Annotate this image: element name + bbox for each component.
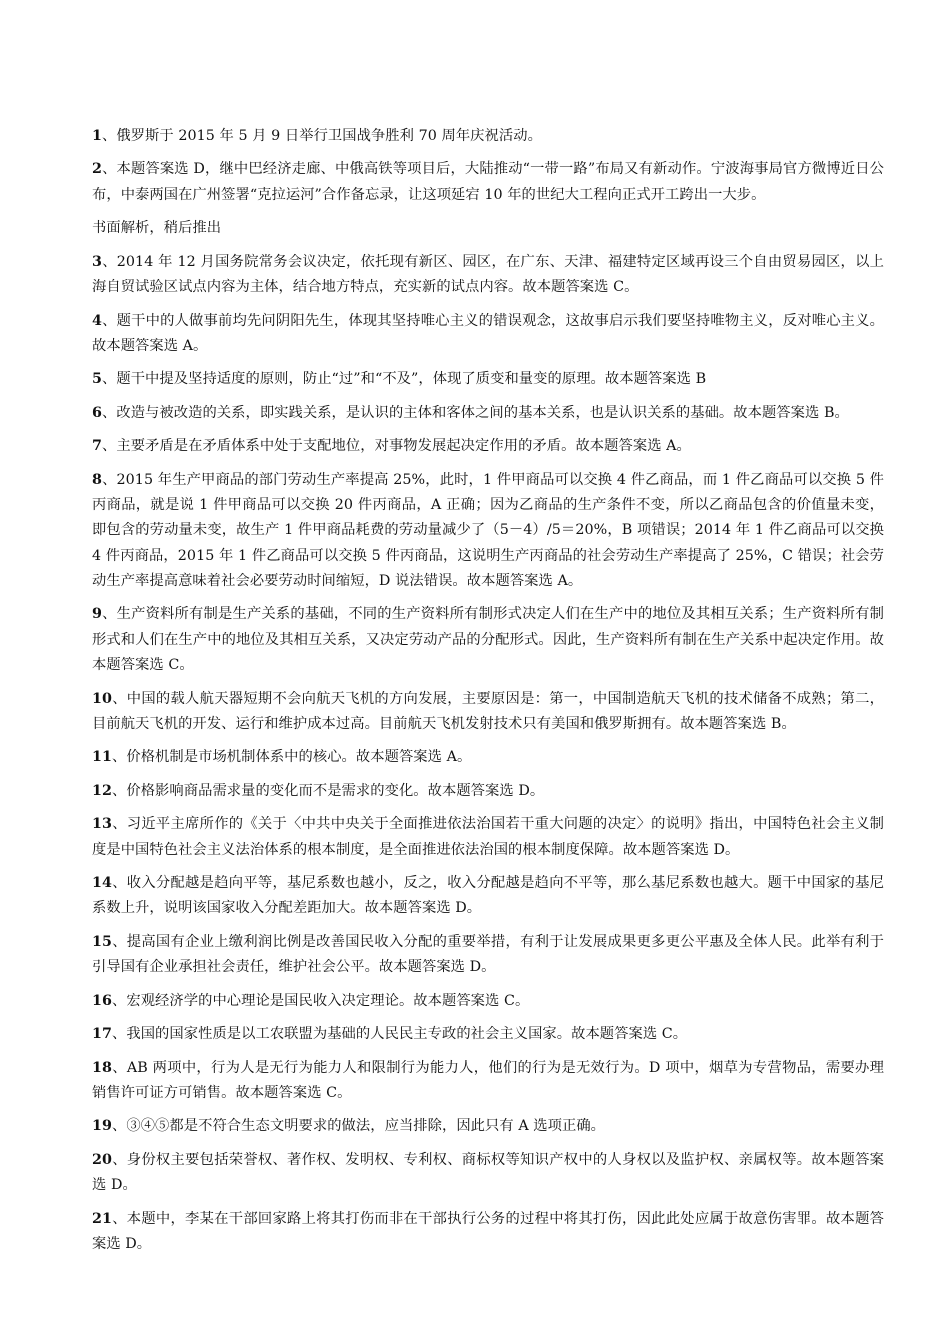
answer-paragraph [92,1022,884,1047]
answer-document [92,124,884,1265]
answer-text: 价格影响商品需求量的变化而不是需求的变化。故本题答案选 D。 [126,782,545,799]
answer-text: 本题答案选 D，继中巴经济走廊、中俄高铁等项目后，大陆推动“一带一路”布局又有新动作。宁波海事局官方微博近日公布，中泰两国在广州签署“克拉运河”合作备忘录，让这项延宕 10 年的世纪大工程向正式开工跨出一大步。 [92,161,884,203]
answer-text: 宏观经济学的中心理论是国民收入决定理论。故本题答案选 C。 [126,992,530,1009]
answer-text: 主要矛盾是在矛盾体系中处于支配地位，对事物发展起决定作用的矛盾。故本题答案选 A。 [116,438,691,455]
question-number: 1 [92,128,102,144]
answer-paragraph [92,812,884,863]
number-separator: 、 [102,253,117,270]
answer-paragraph [92,1207,884,1258]
number-separator: 、 [112,1026,127,1043]
number-separator: 、 [112,1118,127,1135]
answer-text: 习近平主席所作的《关于〈中共中央关于全面推进依法治国若干重大问题的决定〉的说明》指出，中国特色社会主义制度是中国特色社会主义法治体系的根本制度，是全面推进依法治国的根本制度保障。故本题答案选 D。 [92,816,884,858]
number-separator: 、 [102,471,117,488]
answer-paragraph [92,401,884,426]
question-number: 7 [92,438,102,455]
number-separator: 、 [112,816,127,833]
answer-text: 本题中，李某在干部回家路上将其打伤而非在干部执行公务的过程中将其打伤，因此此处应属于故意伤害罪。故本题答案选 D。 [92,1210,884,1252]
number-separator: 、 [102,404,117,421]
question-number: 20 [92,1151,112,1168]
answer-paragraph [92,250,884,301]
answer-text: 书面解析，稍后推出 [92,220,222,237]
answer-paragraph [92,309,884,360]
answer-text: 俄罗斯于 2015 年 5 月 9 日举行卫国战争胜利 70 周年庆祝活动。 [116,128,542,144]
answer-paragraph [92,367,884,392]
answer-text: 身份权主要包括荣誉权、著作权、发明权、专利权、商标权等知识产权中的人身权以及监护权、亲属权等。故本题答案选 D。 [92,1151,884,1194]
number-separator: 、 [112,749,127,766]
number-separator: 、 [112,690,127,707]
answer-paragraph [92,687,884,738]
answer-paragraph [92,1148,884,1199]
answer-paragraph [92,989,884,1014]
number-separator: 、 [112,782,127,799]
number-separator: 、 [112,875,127,892]
question-number: 11 [92,749,112,766]
question-number: 12 [92,782,112,799]
answer-text: ③④⑤都是不符合生态文明要求的做法，应当排除，因此只有 A 选项正确。 [126,1118,606,1135]
number-separator: 、 [102,606,117,623]
question-number: 2 [92,161,102,178]
question-number: 5 [92,371,102,388]
number-separator: 、 [102,438,117,455]
answer-text: 题干中提及坚持适度的原则，防止“过”和“不及”，体现了质变和量变的原理。故本题答案选 B [116,371,707,388]
question-number: 16 [92,992,112,1009]
number-separator: 、 [102,371,117,388]
question-number: 9 [92,606,102,623]
answer-text: 改造与被改造的关系，即实践关系，是认识的主体和客体之间的基本关系，也是认识关系的基础。故本题答案选 B。 [116,404,849,421]
question-number: 21 [92,1210,112,1227]
question-number: 13 [92,816,112,833]
answer-text: 题干中的人做事前均先问阴阳先生，体现其坚持唯心主义的错误观念，这故事启示我们要坚持唯物主义，反对唯心主义。故本题答案选 A。 [92,312,884,354]
number-separator: 、 [112,1151,127,1168]
question-number: 17 [92,1026,112,1043]
question-number: 8 [92,471,102,488]
answer-text: 价格机制是市场机制体系中的核心。故本题答案选 A。 [126,749,472,766]
number-separator: 、 [112,992,127,1009]
number-separator: 、 [112,1210,127,1227]
answer-paragraph [92,434,884,459]
answer-text: AB 两项中，行为人是无行为能力人和限制行为能力人，他们的行为是无效行为。D 项中，烟草为专营物品，需要办理销售许可证方可销售。故本题答案选 C。 [92,1059,884,1101]
answer-text: 收入分配越是趋向平等，基尼系数也越小，反之，收入分配越是趋向不平等，那么基尼系数也越大。题干中国家的基尼系数上升，说明该国家收入分配差距加大。故本题答案选 D。 [92,875,884,917]
question-number: 4 [92,312,102,329]
question-number: 15 [92,933,112,950]
question-number: 6 [92,404,102,421]
answer-text: 提高国有企业上缴利润比例是改善国民收入分配的重要举措，有利于让发展成果更多更公平惠及全体人民。此举有利于引导国有企业承担社会责任，维护社会公平。故本题答案选 D。 [92,933,884,976]
question-number: 10 [92,690,112,707]
number-separator: 、 [102,161,117,178]
answer-text: 2014 年 12 月国务院常务会议决定，依托现有新区、园区，在广东、天津、福建特定区域再设三个自由贸易园区，以上海自贸试验区试点内容为主体，结合地方特点，充实新的试点内容。故本题答案选 C。 [92,253,884,296]
answer-paragraph [92,124,884,149]
number-separator: 、 [102,312,117,329]
question-number: 19 [92,1118,112,1135]
answer-text: 中国的载人航天器短期不会向航天飞机的方向发展，主要原因是：第一，中国制造航天飞机的技术储备不成熟；第二，目前航天飞机的开发、运行和维护成本过高。目前航天飞机发射技术只有美国和俄罗斯拥有。故本题答案选 B。 [92,690,884,732]
answer-text: 2015 年生产甲商品的部门劳动生产率提高 25%，此时，1 件甲商品可以交换 4 件乙商品，而 1 件乙商品可以交换 5 件丙商品，就是说 1 件甲商品可以交换 20 件丙商品，A 正确；因为乙商品的生产条件不变，所以乙商品包含的价值量未变，即包含的劳动量未变，故生产 1 件甲商品耗费的劳动量减少了（5－4）/5＝20%，B 项错误；2014 年 1 件乙商品可以交换 4 件丙商品，2015 年 1 件乙商品可以交换 5 件丙商品，这说明生产丙商品的社会劳动生产率提高了 25%，C 错误；社会劳动生产率提高意味着社会必要劳动时间缩短，D 说法错误。故本题答案选 A。 [92,471,884,589]
answer-paragraph [92,745,884,770]
number-separator: 、 [112,933,127,950]
number-separator: 、 [102,128,117,144]
answer-paragraph [92,157,884,208]
question-number: 3 [92,253,102,270]
answer-paragraph [92,1114,884,1139]
answer-text: 我国的国家性质是以工农联盟为基础的人民民主专政的社会主义国家。故本题答案选 C。 [126,1026,688,1043]
answer-paragraph [92,779,884,804]
answer-paragraph [92,602,884,678]
answer-text: 生产资料所有制是生产关系的基础，不同的生产资料所有制形式决定人们在生产中的地位及其相互关系；生产资料所有制形式和人们在生产中的地位及其相互关系，又决定劳动产品的分配形式。因此，生产资料所有制在生产关系中起决定作用。故本题答案选 C。 [92,606,884,674]
number-separator: 、 [112,1059,127,1076]
question-number: 14 [92,875,112,892]
question-number: 18 [92,1059,112,1076]
answer-paragraph [92,216,884,241]
answer-paragraph [92,1056,884,1107]
answer-paragraph [92,930,884,981]
answer-paragraph [92,871,884,922]
answer-paragraph [92,468,884,594]
